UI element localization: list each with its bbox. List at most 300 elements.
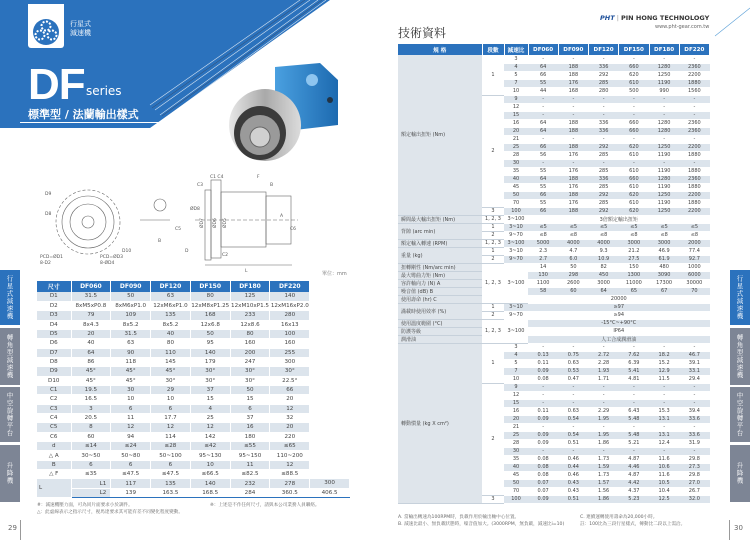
- table-row: [37, 432, 350, 441]
- cell: -: [528, 423, 558, 431]
- cell: 285: [589, 79, 619, 87]
- cell: 64: [528, 119, 558, 127]
- cell: 110: [151, 348, 191, 357]
- row-label: C2: [37, 395, 71, 404]
- ratio-cell: 12: [504, 103, 528, 111]
- cell: 11.6: [649, 471, 679, 479]
- spec-label: 使用溫度範圍 (°C): [398, 319, 482, 327]
- cell: ≤8: [679, 231, 709, 239]
- cell: 27.5: [619, 255, 649, 263]
- cell: 50: [230, 385, 270, 394]
- brand-header: PHT | PIN HONG TECHNOLOGY: [600, 14, 710, 22]
- cell: -: [619, 103, 649, 111]
- ratio-cell: 3~100: [504, 239, 528, 247]
- cell: 45°: [111, 376, 151, 385]
- cell: 1280: [649, 127, 679, 135]
- cell: 50~100: [151, 451, 191, 460]
- note-remark: 註：100比為三段行星樣式，傳動比二段以上需洽。: [580, 522, 686, 527]
- cell: 27.0: [679, 479, 709, 487]
- cell: 32.0: [679, 495, 709, 503]
- table-row: [398, 303, 710, 311]
- cell: 66: [528, 191, 558, 199]
- note-a: A. 當輸出轉速為100RPM時，負載作用於輸出軸中心位置。: [398, 515, 520, 520]
- cell: 6: [111, 460, 151, 469]
- cell: 2360: [679, 127, 709, 135]
- cell: 2.28: [589, 359, 619, 367]
- cell: 6.43: [619, 407, 649, 415]
- cell: 55: [528, 183, 558, 191]
- cell: 188: [558, 175, 588, 183]
- cell: 1280: [649, 63, 679, 71]
- column-header: 規 格: [398, 44, 482, 55]
- row-label: B: [37, 460, 71, 469]
- cell: -: [558, 103, 588, 111]
- table-row: [398, 343, 710, 351]
- cell: 12: [270, 460, 310, 469]
- cell: 4.42: [619, 479, 649, 487]
- cell: -: [679, 391, 709, 399]
- cell: 8xM5xP0.8: [71, 301, 111, 310]
- cell: 94: [111, 432, 151, 441]
- cell: 11: [230, 460, 270, 469]
- cell: -: [649, 391, 679, 399]
- cell: 25: [190, 413, 230, 422]
- cell: -: [619, 399, 649, 407]
- tab-hollow-rotary[interactable]: 中空旋轉平台: [730, 387, 750, 442]
- cell: 44: [528, 87, 558, 95]
- table-row: [37, 367, 350, 376]
- cell: 0.09: [528, 495, 558, 503]
- ratio-cell: 16: [504, 407, 528, 415]
- cell: -: [558, 135, 588, 143]
- ratio-cell: 40: [504, 175, 528, 183]
- spec-label: 重量 (kg): [398, 247, 482, 263]
- stage-cell: 1: [482, 223, 504, 231]
- ratio-cell: 9~70: [504, 311, 528, 319]
- cell: 188: [558, 143, 588, 151]
- cell: -: [589, 399, 619, 407]
- cell: 32: [270, 413, 310, 422]
- column-header: DF180: [230, 281, 270, 292]
- cell: 114: [151, 432, 191, 441]
- cell: 1280: [649, 119, 679, 127]
- spec-label: 額定輸出扭矩 (Nm): [398, 55, 482, 215]
- cell: 117: [111, 479, 151, 488]
- tab-right-angle[interactable]: 轉角型減速機: [730, 328, 750, 385]
- cell: 31.5: [111, 329, 151, 338]
- cell: 660: [619, 63, 649, 71]
- cell: ≥97: [528, 303, 710, 311]
- cell: 168.5: [190, 488, 230, 497]
- cell: 5.23: [619, 495, 649, 503]
- column-header: 段數: [482, 44, 504, 55]
- row-label: L2: [71, 488, 111, 497]
- cell: 20: [71, 329, 111, 338]
- cell: 80: [230, 329, 270, 338]
- cell: 140: [190, 348, 230, 357]
- tab-lifter[interactable]: 升降機: [730, 445, 750, 502]
- page-divider: [20, 520, 21, 540]
- ratio-cell: 3~100: [504, 319, 528, 343]
- spec-label: 轉動慣量 (kg X cm²): [398, 343, 482, 503]
- row-label: C5: [37, 423, 71, 432]
- cell: 12.9: [649, 367, 679, 375]
- ratio-cell: 3: [504, 343, 528, 351]
- cell: 10: [151, 395, 191, 404]
- cell: 8xM6xP1.0: [111, 301, 151, 310]
- cell: 1190: [649, 199, 679, 207]
- table-row: [37, 442, 350, 451]
- cell: ≤82.5: [230, 470, 270, 479]
- cell: 10: [190, 460, 230, 469]
- cell: 188: [558, 127, 588, 135]
- ratio-cell: 30: [504, 159, 528, 167]
- cell: -: [558, 391, 588, 399]
- right-notes-2: [580, 514, 720, 528]
- cell: 80: [190, 292, 230, 301]
- cell: 139: [111, 488, 151, 497]
- stage-cell: 2: [482, 231, 504, 239]
- cell: 168: [190, 311, 230, 320]
- cell: 2200: [679, 191, 709, 199]
- cell: ≤88.5: [270, 470, 310, 479]
- cell: ≤5: [558, 223, 588, 231]
- cell: ≤8: [589, 231, 619, 239]
- cell: -: [589, 447, 619, 455]
- spec-label: 扭轉剛性 (Nm/arc min): [398, 263, 482, 271]
- spec-label: 最大彎曲力矩 (Nm): [398, 271, 482, 279]
- label-d4: 8-ØD4: [100, 261, 115, 266]
- cell: -: [589, 423, 619, 431]
- dimension-table: [37, 281, 350, 498]
- cell: 15.2: [649, 359, 679, 367]
- cell: -: [528, 103, 558, 111]
- cell: 55: [528, 167, 558, 175]
- cell: 188: [558, 191, 588, 199]
- row-label: D6: [37, 339, 71, 348]
- ratio-cell: 7: [504, 79, 528, 87]
- row-label: △ A: [37, 451, 71, 460]
- cell: -: [619, 95, 649, 103]
- note-b: B. 減速比最小、無負載狀態時，噪音值加大。(3000RPM，無負載，減速比i=10): [398, 522, 565, 527]
- cell: 0.46: [558, 471, 588, 479]
- row-label: D4: [37, 320, 71, 329]
- brand-logo: PHT: [600, 14, 615, 22]
- table-row: [398, 215, 710, 223]
- cell: 30000: [679, 279, 709, 287]
- cell: 3000: [589, 279, 619, 287]
- note-c: C. 連續運轉使用壽命為20,000小時。: [580, 515, 658, 520]
- cell: 19.5: [71, 385, 111, 394]
- cell: 6000: [679, 271, 709, 279]
- cell: 1300: [619, 271, 649, 279]
- cell: 142: [190, 432, 230, 441]
- cell: 0.75: [558, 351, 588, 359]
- cell: 247: [230, 357, 270, 366]
- cell: 1250: [649, 207, 679, 215]
- table-row: [37, 292, 350, 301]
- cell: 13.1: [649, 415, 679, 423]
- cell: 188: [558, 119, 588, 127]
- cell: 118: [111, 357, 151, 366]
- cell: -: [619, 111, 649, 119]
- row-label: C1: [37, 385, 71, 394]
- cell: 0.51: [558, 495, 588, 503]
- corner-line: [700, 0, 750, 40]
- cell: 292: [589, 143, 619, 151]
- cell: 1190: [649, 183, 679, 191]
- cell: 2600: [558, 279, 588, 287]
- label-d10: D10: [122, 249, 132, 254]
- cell: -: [619, 447, 649, 455]
- cell: 30: [111, 385, 151, 394]
- cell: 4.87: [619, 471, 649, 479]
- subtitle-underline: [20, 122, 160, 123]
- cell: 480: [649, 263, 679, 271]
- row-label: D9: [37, 367, 71, 376]
- cell: 10.4: [649, 487, 679, 495]
- cell: 292: [589, 71, 619, 79]
- cell: 0.43: [558, 479, 588, 487]
- cell: 610: [619, 151, 649, 159]
- spec-label: 容許軸向力 (N) A: [398, 279, 482, 287]
- cell: -: [679, 343, 709, 351]
- cell: 0.11: [528, 359, 558, 367]
- cell: 1880: [679, 167, 709, 175]
- cell: 233: [230, 311, 270, 320]
- cell: 176: [558, 151, 588, 159]
- table-row: [37, 311, 350, 320]
- cell: 17300: [649, 279, 679, 287]
- cell: 12x6.8: [190, 320, 230, 329]
- cell: ≤8: [528, 231, 558, 239]
- tab-right-angle[interactable]: 轉角型減速機: [0, 328, 20, 385]
- cell: 232: [230, 479, 270, 488]
- cell: -: [619, 135, 649, 143]
- column-header: DF060: [528, 44, 558, 55]
- table-row: [37, 329, 350, 338]
- website[interactable]: www.pht-gear.com.tw: [655, 24, 710, 30]
- cell: -: [528, 447, 558, 455]
- cell: 660: [619, 119, 649, 127]
- label-pcd3: PCD=ØD3: [100, 255, 123, 260]
- ratio-cell: 16: [504, 119, 528, 127]
- cell: 58: [528, 287, 558, 295]
- cell: 3090: [649, 271, 679, 279]
- cell: ≤47.5: [111, 470, 151, 479]
- row-label: D2: [37, 301, 71, 310]
- cell: -: [589, 391, 619, 399]
- cell: -: [589, 95, 619, 103]
- series-suffix: series: [86, 84, 122, 98]
- cell: 12: [111, 423, 151, 432]
- ratio-cell: 35: [504, 167, 528, 175]
- cell: 1.73: [589, 455, 619, 463]
- cell: -: [649, 343, 679, 351]
- cell: 29.8: [679, 471, 709, 479]
- cell: -: [679, 135, 709, 143]
- cell: 188: [558, 207, 588, 215]
- cell: 11.5: [649, 375, 679, 383]
- tab-lifter[interactable]: 升降機: [0, 445, 20, 502]
- cell: 100: [270, 329, 310, 338]
- cell: ≤35: [71, 470, 111, 479]
- cell: 2200: [679, 143, 709, 151]
- cell: 15: [190, 395, 230, 404]
- cell: 336: [589, 127, 619, 135]
- cell: -: [679, 103, 709, 111]
- cell: 2360: [679, 119, 709, 127]
- cell: 278: [270, 479, 310, 488]
- cell: 13.1: [649, 431, 679, 439]
- cell: 1880: [679, 199, 709, 207]
- cell: 6: [111, 404, 151, 413]
- cell: 30°: [230, 367, 270, 376]
- note: #：減速機壓力面，可為同片面要求小於調件。: [37, 503, 133, 508]
- ratio-cell: 25: [504, 431, 528, 439]
- label-d5: ØD5: [223, 218, 228, 228]
- cell: 0.47: [558, 375, 588, 383]
- table-row: [37, 413, 350, 422]
- table-row: [398, 335, 710, 343]
- cell: 4.7: [558, 247, 588, 255]
- row-label: d: [37, 442, 71, 451]
- cell: -: [679, 447, 709, 455]
- cell: ≤28: [151, 442, 191, 451]
- ratio-cell: 10: [504, 87, 528, 95]
- cell: 0.08: [528, 463, 558, 471]
- cell: 135: [151, 479, 191, 488]
- cell: 1880: [679, 183, 709, 191]
- table-row: [37, 404, 350, 413]
- ratio-cell: 21: [504, 423, 528, 431]
- cell: 0.09: [528, 431, 558, 439]
- cell: 0.53: [558, 367, 588, 375]
- cell: 63: [151, 292, 191, 301]
- column-header: DF180: [649, 44, 679, 55]
- cell: 22.5°: [270, 376, 310, 385]
- cell: 8x4.3: [71, 320, 111, 329]
- table-row: [398, 223, 710, 231]
- cell: 12.5: [649, 495, 679, 503]
- cell: 15: [230, 395, 270, 404]
- ratio-cell: 15: [504, 399, 528, 407]
- cell: 30°: [230, 376, 270, 385]
- cell: 15.3: [649, 407, 679, 415]
- cell: 4: [190, 404, 230, 413]
- table-row: [398, 319, 710, 327]
- cell: 6: [230, 404, 270, 413]
- cell: -: [528, 391, 558, 399]
- category-line-2: 減速機: [70, 29, 91, 37]
- column-header: DF120: [589, 44, 619, 55]
- ratio-cell: 5: [504, 71, 528, 79]
- column-header: DF150: [619, 44, 649, 55]
- cell: 0.11: [528, 407, 558, 415]
- tab-planetary[interactable]: 行星式減速機: [730, 270, 750, 325]
- cell: -: [528, 135, 558, 143]
- cell: 0.51: [558, 439, 588, 447]
- cell: -: [649, 383, 679, 391]
- ratio-cell: 50: [504, 191, 528, 199]
- ratio-cell: 100: [504, 207, 528, 215]
- cell: -: [589, 383, 619, 391]
- cell: 990: [649, 87, 679, 95]
- label-b2: B: [270, 183, 274, 188]
- stage-cell: 2: [482, 311, 504, 319]
- cell: 7.62: [619, 351, 649, 359]
- cell: -: [528, 95, 558, 103]
- tab-hollow-rotary[interactable]: 中空旋轉平台: [0, 387, 20, 442]
- cell: 180: [230, 432, 270, 441]
- spec-label: 滿載時使用效率 (%): [398, 303, 482, 319]
- cell: 4.87: [619, 455, 649, 463]
- ratio-cell: 9: [504, 95, 528, 103]
- cell: 46.9: [649, 247, 679, 255]
- cell: ≤5: [679, 223, 709, 231]
- page-number-left: 29: [8, 524, 17, 532]
- cell: -: [619, 55, 649, 63]
- cell: 1880: [679, 79, 709, 87]
- table-row: [37, 348, 350, 357]
- cell: 163.5: [151, 488, 191, 497]
- cell: 2200: [679, 71, 709, 79]
- cell: 9.3: [589, 247, 619, 255]
- table-row: [37, 339, 350, 348]
- cell: 298: [558, 271, 588, 279]
- row-label: L1: [71, 479, 111, 488]
- stage-cell: 1: [482, 303, 504, 311]
- cell: 1.57: [589, 479, 619, 487]
- cell: 30°: [270, 367, 310, 376]
- cell: -: [528, 399, 558, 407]
- cell: 30~50: [71, 451, 111, 460]
- cell: 86: [71, 357, 111, 366]
- label-d8b: ØD8: [190, 207, 200, 212]
- cell: 77.4: [679, 247, 709, 255]
- row-group-label: L: [37, 479, 71, 498]
- cell: 610: [619, 79, 649, 87]
- ratio-cell: 21: [504, 135, 528, 143]
- ratio-cell: 50: [504, 479, 528, 487]
- row-label: D7: [37, 348, 71, 357]
- row-label: C3: [37, 404, 71, 413]
- ratio-cell: 20: [504, 415, 528, 423]
- column-header: DF150: [190, 281, 230, 292]
- ratio-cell: 4: [504, 63, 528, 71]
- cell: 0.08: [528, 471, 558, 479]
- column-header: DF090: [558, 44, 588, 55]
- cell: 20: [270, 423, 310, 432]
- cell: 0.09: [528, 367, 558, 375]
- cell: 18.2: [649, 351, 679, 359]
- cell: 292: [589, 207, 619, 215]
- cell: 64: [71, 348, 111, 357]
- cell: 30°: [190, 376, 230, 385]
- cell: -: [558, 399, 588, 407]
- stage-cell: 2: [482, 383, 504, 495]
- label-d7: ØD7: [200, 218, 205, 228]
- cell: 27.3: [679, 463, 709, 471]
- label-c3: C3: [197, 183, 204, 188]
- cell: -: [558, 447, 588, 455]
- cell: 280: [589, 87, 619, 95]
- tab-planetary[interactable]: 行星式減速機: [0, 270, 20, 325]
- cell: 1.86: [589, 439, 619, 447]
- cell: -: [649, 103, 679, 111]
- cell: 37: [230, 413, 270, 422]
- cell: 33.6: [679, 431, 709, 439]
